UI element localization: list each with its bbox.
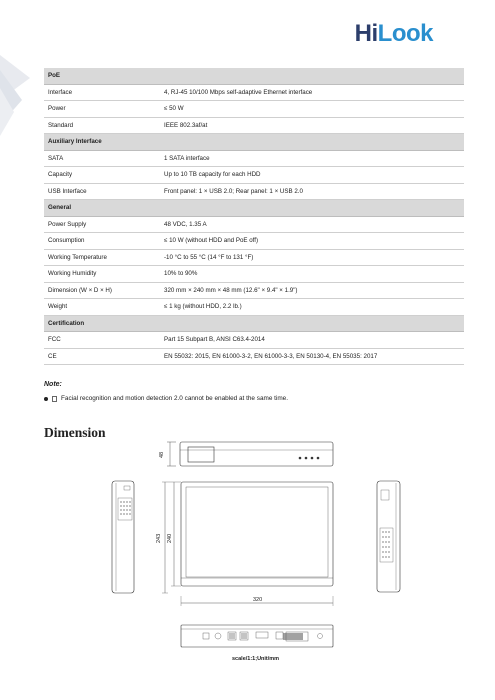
spec-value: -10 °C to 55 °C (14 °F to 131 °F) [160,249,464,266]
note-text: Facial recognition and motion detection 2.0 cannot be enabled at the same time. [61,395,289,402]
spec-key: Standard [44,117,160,134]
spec-value: ≤ 1 kg (without HDD, 2.2 lb.) [160,299,464,316]
scale-caption: scale/1:1;Unit/mm [232,656,280,662]
width-label: 320 [253,597,263,603]
section-label: General [44,200,464,217]
spec-key: Dimension (W × D × H) [44,282,160,299]
spec-value: 4, RJ-45 10/100 Mbps self-adaptive Ethernet interface [160,84,464,101]
spec-key: CE [44,348,160,365]
spec-value: ≤ 50 W [160,101,464,118]
top-view [181,482,333,586]
section-label: Certification [44,315,464,332]
spec-key: Capacity [44,167,160,184]
spec-key: SATA [44,150,160,167]
spec-key: Interface [44,84,160,101]
spec-key: FCC [44,332,160,349]
spec-value: 10% to 90% [160,266,464,283]
spec-value: ≤ 10 W (without HDD and PoE off) [160,233,464,250]
front-view [180,442,333,466]
spec-key: Consumption [44,233,160,250]
rear-view [181,625,333,647]
spec-value: Up to 10 TB capacity for each HDD [160,167,464,184]
spec-value: 320 mm × 240 mm × 48 mm (12.6" × 9.4" × 1.9") [160,282,464,299]
section-label: PoE [44,68,464,84]
dimension-title: Dimension [44,425,106,440]
height-label: 48 [159,451,165,458]
spec-key: Power [44,101,160,118]
spec-key: Working Temperature [44,249,160,266]
spec-value: Part 15 Subpart B, ANSI C63.4-2014 [160,332,464,349]
spec-value: EN 55032: 2015, EN 61000-3-2, EN 61000-3-3, EN 50130-4, EN 55035: 2017 [160,348,464,365]
depth-outer-label: 243 [156,533,162,543]
left-side-view [112,481,134,593]
note-title: Note: [44,381,62,388]
spec-value: 48 VDC, 1.35 A [160,216,464,233]
depth-inner-label: 240 [167,533,173,543]
hilook-logo: HiLook [354,20,433,47]
spec-value: 1 SATA interface [160,150,464,167]
spec-key: Power Supply [44,216,160,233]
spec-value: IEEE 802.3af/at [160,117,464,134]
section-label: Auxiliary Interface [44,134,464,151]
right-side-view [377,481,400,592]
spec-value: Front panel: 1 × USB 2.0; Rear panel: 1 × USB 2.0 [160,183,464,200]
spec-key: USB Interface [44,183,160,200]
spec-key: Working Humidity [44,266,160,283]
spec-key: Weight [44,299,160,316]
